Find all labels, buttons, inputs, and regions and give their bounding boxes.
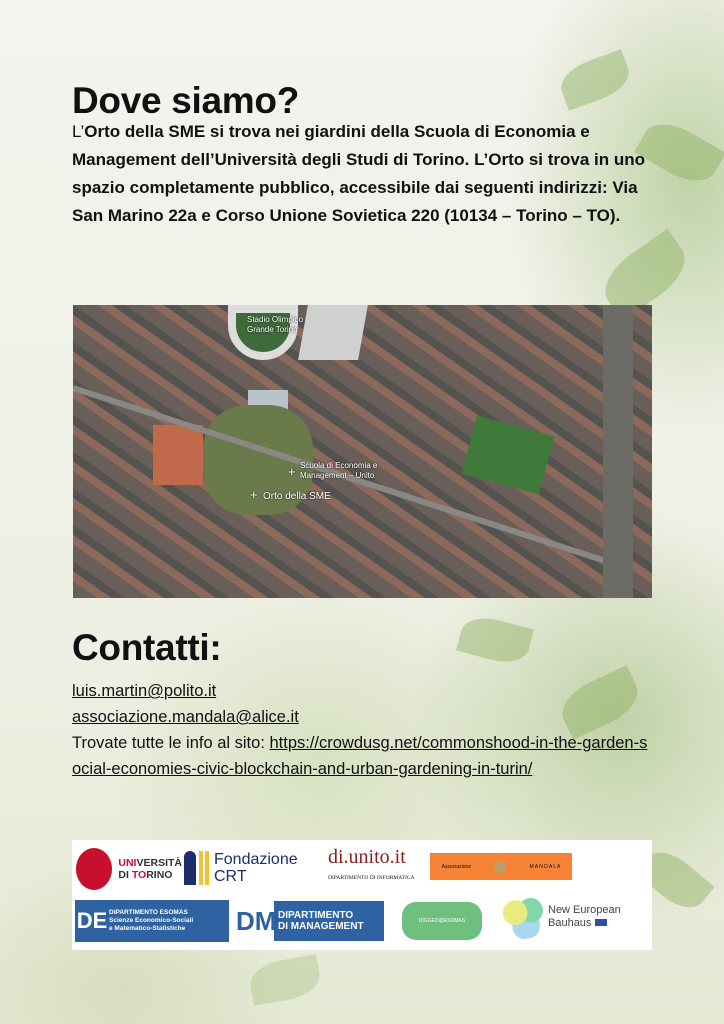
site-prefix: Trovate tutte le info al sito: [72, 734, 270, 752]
paragraph-text: Orto della SME si trova nei giardini della Scuola di Economia e Management dell’Università degli Studi di Torino. L’Orto si trova in uno spazio completamente pubblico, accessibile dai seguenti indirizzi: Via San Marino 22a e Corso Unione Sovietica 220 (10134 – Torino – TO). [72, 122, 646, 225]
leaf-decoration [247, 954, 323, 1006]
crt-mark-icon [184, 851, 196, 885]
unito-seal-icon [76, 848, 112, 890]
mandala-icon [494, 861, 506, 873]
leaf-decoration [555, 49, 634, 111]
contacts-title: Contatti: [72, 627, 222, 668]
plus-marker-icon[interactable]: + [288, 464, 296, 479]
map-label-garden: Orto della SME [263, 491, 331, 502]
contacts-block [72, 678, 652, 782]
leaf-decoration [456, 612, 534, 669]
email-link-mandala[interactable]: associazione.mandala@alice.it [72, 708, 299, 726]
location-paragraph [72, 118, 662, 230]
logo-diggeo: DIGGEO@ESOMAS [402, 902, 482, 940]
email-link-luis[interactable]: luis.martin@polito.it [72, 682, 217, 700]
location-title: Dove siamo? [72, 80, 299, 121]
logo-new-european-bauhaus: New European Bauhaus [502, 895, 621, 939]
eu-flag-icon [595, 919, 607, 926]
plus-marker-icon[interactable]: + [250, 487, 258, 502]
logo-fondazione-crt: Fondazione CRT [184, 848, 298, 888]
building-shape [298, 305, 368, 360]
map-label-school: Scuola di Economia e Management – Unito [300, 461, 378, 480]
map-label-stadium: Stadio Olimpico Grande Torino [247, 315, 304, 334]
logo-mandala: Associazione M A N D A L A [430, 853, 572, 880]
tennis-courts-shape [153, 425, 203, 485]
site-link[interactable]: https://crowdusg.net/commonshood-in-the-garden-social-economies-civic-blockchain-and-urban-gardening-in-turin/ [72, 734, 648, 778]
logo-esomas: DE DIPARTIMENTO ESOMAS Scienze Economico-Sociali e Matematico-Statistiche [75, 900, 229, 942]
logo-unito: UNIVERSITÀ DI TORINO [76, 846, 182, 892]
partner-logos [72, 840, 652, 950]
logo-dm: DM DIPARTIMENTO DI MANAGEMENT [236, 901, 384, 941]
neb-mark-icon [502, 895, 546, 939]
logo-di-unito: di.unito.it DIPARTIMENTO DI INFORMATICA [328, 846, 415, 881]
satellite-map[interactable] [73, 305, 652, 598]
rail-shape [603, 305, 633, 598]
paragraph-prefix: L’ [72, 122, 85, 141]
